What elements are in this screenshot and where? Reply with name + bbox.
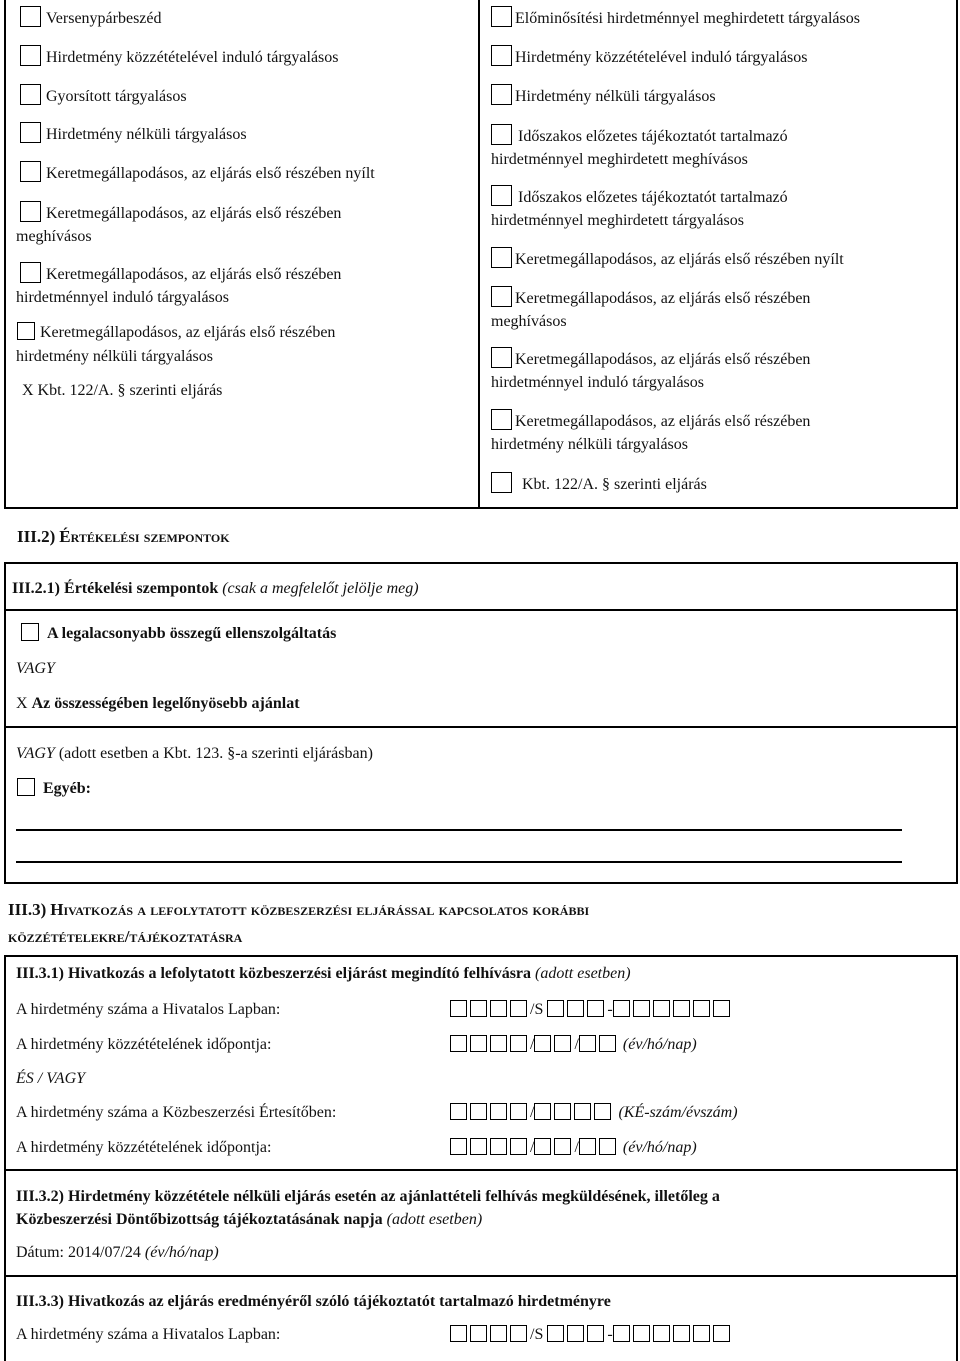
checkbox[interactable] xyxy=(491,84,512,105)
date-field[interactable]: Dátum: 2014/07/24 (év/hó/nap) xyxy=(16,1244,219,1261)
proc-left-item-5[interactable]: Keretmegállapodásos, az eljárás első részében xyxy=(20,201,341,225)
subsection-iii-3-1-title: III.3.1) Hivatkozás a lefolytatott közbeszerzési eljárást megindító felhívásra (adott esetben) xyxy=(16,965,631,982)
or-label: VAGY xyxy=(16,660,55,677)
digit-box[interactable] xyxy=(470,1103,487,1120)
subsection-iii-3-2-title-line1: III.3.2) Hirdetmény közzététele nélküli eljárás esetén az ajánlattételi felhívás megküldésének, illetőleg a xyxy=(16,1188,720,1205)
digit-box[interactable] xyxy=(490,1035,507,1052)
digit-box[interactable] xyxy=(470,1000,487,1017)
subsection-iii-2-1-title: III.2.1) Értékelési szempontok (csak a megfelelőt jelölje meg) xyxy=(12,580,419,597)
digit-box[interactable] xyxy=(599,1138,616,1155)
checkbox[interactable] xyxy=(491,247,512,268)
digit-box[interactable] xyxy=(693,1000,710,1017)
digit-box[interactable] xyxy=(579,1138,596,1155)
proc-right-item-0[interactable]: Előminősítési hirdetménnyel meghirdetett tárgyalásos xyxy=(491,6,860,30)
digit-box[interactable] xyxy=(534,1103,551,1120)
digit-box[interactable] xyxy=(574,1103,591,1120)
digit-box[interactable] xyxy=(653,1000,670,1017)
checkbox[interactable] xyxy=(491,45,512,66)
other-fill-line-1[interactable] xyxy=(16,829,902,831)
digit-box[interactable] xyxy=(450,1000,467,1017)
proc-right-item-3[interactable]: Időszakos előzetes tájékoztatót tartalmazó xyxy=(491,124,788,148)
procedure-column-divider xyxy=(478,0,480,509)
oj-notice-number-field[interactable]: /S - xyxy=(450,998,733,1021)
digit-box[interactable] xyxy=(510,1138,527,1155)
digit-box[interactable] xyxy=(490,1103,507,1120)
digit-box[interactable] xyxy=(470,1138,487,1155)
proc-left-item-5-cont: meghívásos xyxy=(16,228,92,245)
proc-right-item-8[interactable]: Keretmegállapodásos, az eljárás első részében xyxy=(491,409,810,433)
digit-box[interactable] xyxy=(567,1325,584,1342)
proc-right-item-2[interactable]: Hirdetmény nélküli tárgyalásos xyxy=(491,84,716,108)
checkbox[interactable] xyxy=(491,6,512,27)
digit-box[interactable] xyxy=(653,1325,670,1342)
other-fill-line-2[interactable] xyxy=(16,861,902,863)
proc-right-item-5[interactable]: Keretmegállapodásos, az eljárás első részében nyílt xyxy=(491,247,844,271)
digit-box[interactable] xyxy=(673,1000,690,1017)
divider xyxy=(4,609,958,611)
digit-box[interactable] xyxy=(673,1325,690,1342)
proc-left-item-4[interactable]: Keretmegállapodásos, az eljárás első részében nyílt xyxy=(20,161,375,185)
checkbox[interactable] xyxy=(491,124,512,145)
checkbox[interactable] xyxy=(491,347,512,368)
digit-box[interactable] xyxy=(613,1325,630,1342)
proc-left-item-1[interactable]: Hirdetmény közzétételével induló tárgyalásos xyxy=(20,45,339,69)
proc-left-item-7[interactable]: Keretmegállapodásos, az eljárás első részében xyxy=(17,321,335,344)
digit-box[interactable] xyxy=(599,1035,616,1052)
proc-left-item-7-cont: hirdetmény nélküli tárgyalásos xyxy=(16,348,213,365)
digit-box[interactable] xyxy=(547,1325,564,1342)
ke-notice-number-field[interactable]: / (KÉ-szám/évszám) xyxy=(450,1101,738,1124)
ke-publication-date-field[interactable]: / / (év/hó/nap) xyxy=(450,1136,697,1159)
digit-box[interactable] xyxy=(450,1325,467,1342)
subsection-iii-3-2-title-line2: Közbeszerzési Döntőbizottság tájékoztatásának napja (adott esetben) xyxy=(16,1211,483,1228)
checkbox[interactable] xyxy=(20,84,41,105)
digit-box[interactable] xyxy=(470,1325,487,1342)
proc-left-kbt[interactable]: X Kbt. 122/A. § szerinti eljárás xyxy=(22,382,223,399)
criteria-most-advantageous[interactable]: X Az összességében legelőnyösebb ajánlat xyxy=(16,695,300,712)
ke-publication-date-label: A hirdetmény közzétételének időpontja: xyxy=(16,1139,272,1156)
digit-box[interactable] xyxy=(470,1035,487,1052)
digit-box[interactable] xyxy=(490,1138,507,1155)
proc-right-kbt[interactable]: Kbt. 122/A. § szerinti eljárás xyxy=(491,472,707,496)
digit-box[interactable] xyxy=(510,1000,527,1017)
digit-box[interactable] xyxy=(490,1325,507,1342)
digit-box[interactable] xyxy=(547,1000,564,1017)
subsection-iii-3-3-title: III.3.3) Hivatkozás az eljárás eredményéről szóló tájékoztatót tartalmazó hirdetményre xyxy=(16,1293,611,1310)
digit-box[interactable] xyxy=(490,1000,507,1017)
proc-right-item-3-cont: hirdetménnyel meghirdetett meghívásos xyxy=(491,151,748,168)
digit-box[interactable] xyxy=(450,1035,467,1052)
digit-box[interactable] xyxy=(693,1325,710,1342)
proc-left-item-0[interactable]: Versenypárbeszéd xyxy=(20,6,162,30)
proc-right-item-6-cont: meghívásos xyxy=(491,313,567,330)
digit-box[interactable] xyxy=(587,1325,604,1342)
proc-right-item-4[interactable]: Időszakos előzetes tájékoztatót tartalmazó xyxy=(491,185,788,209)
checkbox[interactable] xyxy=(17,322,35,340)
digit-box[interactable] xyxy=(450,1138,467,1155)
proc-right-item-7[interactable]: Keretmegállapodásos, az eljárás első részében xyxy=(491,347,810,371)
digit-box[interactable] xyxy=(713,1000,730,1017)
or-other-note: VAGY (adott esetben a Kbt. 123. §-a szerinti eljárásban) xyxy=(16,745,373,762)
proc-right-item-8-cont: hirdetmény nélküli tárgyalásos xyxy=(491,436,688,453)
result-notice-number-label: A hirdetmény száma a Hivatalos Lapban: xyxy=(16,1326,281,1343)
digit-box[interactable] xyxy=(510,1325,527,1342)
checkbox[interactable] xyxy=(491,185,512,206)
digit-box[interactable] xyxy=(534,1138,551,1155)
checkbox[interactable] xyxy=(20,6,41,27)
checkbox[interactable] xyxy=(17,778,35,796)
divider xyxy=(4,726,958,728)
oj-notice-number-label: A hirdetmény száma a Hivatalos Lapban: xyxy=(16,1001,281,1018)
proc-right-item-4-cont: hirdetménnyel meghirdetett tárgyalásos xyxy=(491,212,744,229)
digit-box[interactable] xyxy=(510,1035,527,1052)
section-iii-3-heading-line2: közzétételekre/tájékoztatásra xyxy=(8,927,243,946)
checkbox[interactable] xyxy=(20,262,41,283)
digit-box[interactable] xyxy=(633,1000,650,1017)
checkbox[interactable] xyxy=(20,45,41,66)
digit-box[interactable] xyxy=(554,1138,571,1155)
proc-left-item-3[interactable]: Hirdetmény nélküli tárgyalásos xyxy=(20,122,247,146)
divider xyxy=(4,1275,958,1277)
proc-left-item-6[interactable]: Keretmegállapodásos, az eljárás első részében xyxy=(20,262,341,286)
digit-box[interactable] xyxy=(554,1035,571,1052)
checkbox[interactable] xyxy=(491,286,512,307)
and-or-label: ÉS / VAGY xyxy=(16,1070,86,1087)
ke-notice-number-label: A hirdetmény száma a Közbeszerzési Értesítőben: xyxy=(16,1104,337,1121)
checkbox[interactable] xyxy=(491,472,512,493)
digit-box[interactable] xyxy=(534,1035,551,1052)
oj-publication-date-label: A hirdetmény közzétételének időpontja: xyxy=(16,1036,272,1053)
checkbox[interactable] xyxy=(20,161,41,182)
result-notice-number-field[interactable]: /S - xyxy=(450,1323,733,1346)
section-iii-2-heading: III.2) Értékelési szempontok xyxy=(17,527,230,546)
digit-box[interactable] xyxy=(587,1000,604,1017)
criteria-lowest-price[interactable]: A legalacsonyabb összegű ellenszolgáltatás xyxy=(21,622,336,645)
digit-box[interactable] xyxy=(613,1000,630,1017)
proc-right-item-7-cont: hirdetménnyel induló tárgyalásos xyxy=(491,374,704,391)
proc-right-item-1[interactable]: Hirdetmény közzétételével induló tárgyalásos xyxy=(491,45,808,69)
checkbox[interactable] xyxy=(491,409,512,430)
digit-box[interactable] xyxy=(579,1035,596,1052)
checkbox[interactable] xyxy=(21,623,39,641)
digit-box[interactable] xyxy=(450,1103,467,1120)
digit-box[interactable] xyxy=(633,1325,650,1342)
checkbox[interactable] xyxy=(20,201,41,222)
digit-box[interactable] xyxy=(594,1103,611,1120)
digit-box[interactable] xyxy=(713,1325,730,1342)
digit-box[interactable] xyxy=(567,1000,584,1017)
checkbox[interactable] xyxy=(20,122,41,143)
digit-box[interactable] xyxy=(510,1103,527,1120)
proc-left-item-6-cont: hirdetménnyel induló tárgyalásos xyxy=(16,289,229,306)
section-iii-3-heading-line1: III.3) Hivatkozás a lefolytatott közbeszerzési eljárással kapcsolatos korábbi xyxy=(8,900,590,919)
criteria-other[interactable]: Egyéb: xyxy=(17,777,91,800)
divider xyxy=(4,1169,958,1171)
proc-right-item-6[interactable]: Keretmegállapodásos, az eljárás első részében xyxy=(491,286,810,310)
oj-publication-date-field[interactable]: / / (év/hó/nap) xyxy=(450,1033,697,1056)
proc-left-item-2[interactable]: Gyorsított tárgyalásos xyxy=(20,84,187,108)
digit-box[interactable] xyxy=(554,1103,571,1120)
